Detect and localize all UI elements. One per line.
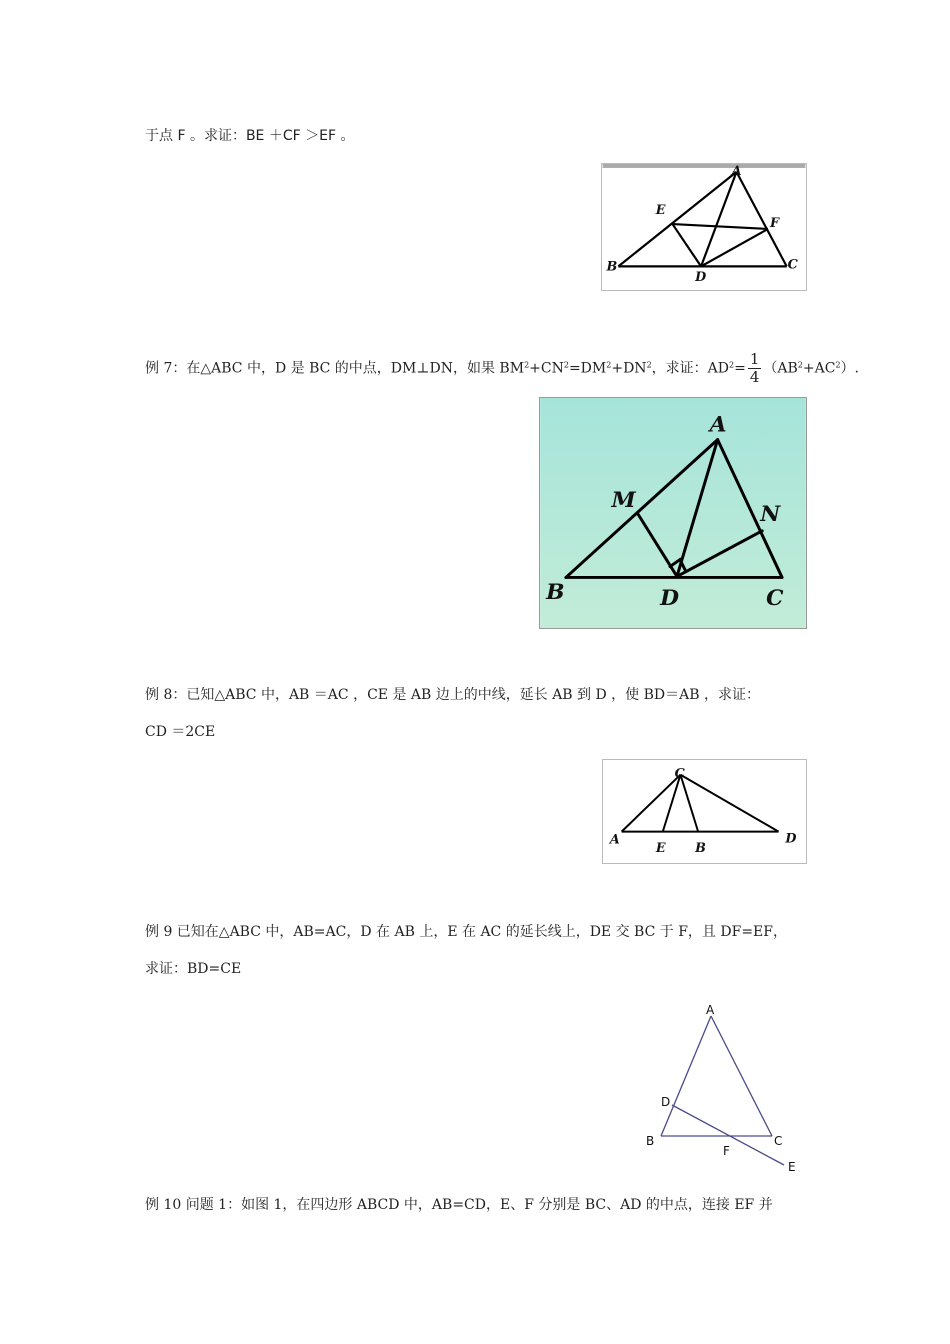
fig2-label-n: N [760,501,781,527]
fig3-label-a: A [609,832,620,848]
fraction-numerator: 1 [749,350,760,368]
fig4-label-f: F [723,1144,730,1158]
figure-ex8-svg [603,760,806,863]
fig3-label-e: E [655,841,666,857]
ex7-text-9: ）. [840,360,859,377]
figure-ex9 [640,1000,810,1180]
fig2-label-c: C [766,586,784,612]
fig1-label-f: F [769,216,780,231]
fig3-label-c: C [674,766,685,782]
fraction-denominator: 4 [749,368,760,386]
fig2-label-d: D [660,586,680,612]
fig4-label-a: A [706,1003,715,1017]
fig2-label-a: A [709,412,727,438]
sup-2: 2 [646,360,652,370]
fig2-label-b: B [546,580,565,606]
text-line-ex8-1: 例 8：已知△ABC 中，AB ＝AC ，CE 是 AB 边上的中线，延长 AB 到 D ，使 BD＝AB ，求证： [145,687,760,703]
sup-2: 2 [797,360,803,370]
fig2-label-m: M [611,488,636,514]
text-line-ex6-end: 于点 F 。求证：BE ＋CF ＞EF 。 [145,128,355,144]
ex7-text-4: +DN [611,360,647,377]
fig1-label-b: B [606,259,618,275]
fig4-label-c: C [774,1134,783,1148]
ex7-text-2: +CN [529,360,564,377]
fig1-label-d: D [695,270,707,286]
sup-2: 2 [835,360,841,370]
ex7-text-8: +AC [802,360,836,377]
figure-ex7 [539,397,807,629]
fig1-label-a: A [731,164,742,179]
figure-ex7-svg [540,398,806,628]
sup-2: 2 [524,360,530,370]
fig1-label-e: E [655,203,666,219]
fraction-one-quarter [748,351,762,386]
text-line-ex8-2: CD ＝2CE [145,724,216,740]
ex7-text-6: = [734,360,746,377]
figure-ex6 [601,163,807,291]
text-line-ex7 [145,351,859,386]
fig4-label-e: E [788,1160,796,1174]
sup-2: 2 [729,360,735,370]
text-line-ex9-2: 求证：BD=CE [145,961,242,977]
ex7-text-1: 例 7：在△ABC 中，D 是 BC 的中点，DM⊥DN，如果 BM [145,360,525,377]
ex9-text-1: 例 9 已知在△ABC 中，AB=AC，D 在 AB 上，E 在 AC 的延长线上，DE 交 BC 于 F，且 DF=EF， [145,924,787,940]
text-line-ex10-1: 例 10 问题 1：如图 1，在四边形 ABCD 中，AB=CD，E、F 分别是 BC、AD 的中点，连接 EF 并 [145,1197,773,1213]
fig4-label-b: B [646,1134,655,1148]
figure-ex6-svg [602,164,806,290]
figure-ex8 [602,759,807,864]
ex7-text-7: （AB [763,360,798,377]
fig3-label-b: B [695,841,706,857]
fig3-label-d: D [785,831,797,847]
fig4-label-d: D [661,1095,671,1109]
text-line-ex9-1 [145,922,787,942]
figure-ex9-svg [640,1000,810,1180]
ex7-text-3: =DM [568,360,607,377]
ex7-text-5: ，求证：AD [651,360,729,377]
fig1-label-c: C [787,257,798,273]
sup-2: 2 [606,360,612,370]
sup-2: 2 [563,360,569,370]
